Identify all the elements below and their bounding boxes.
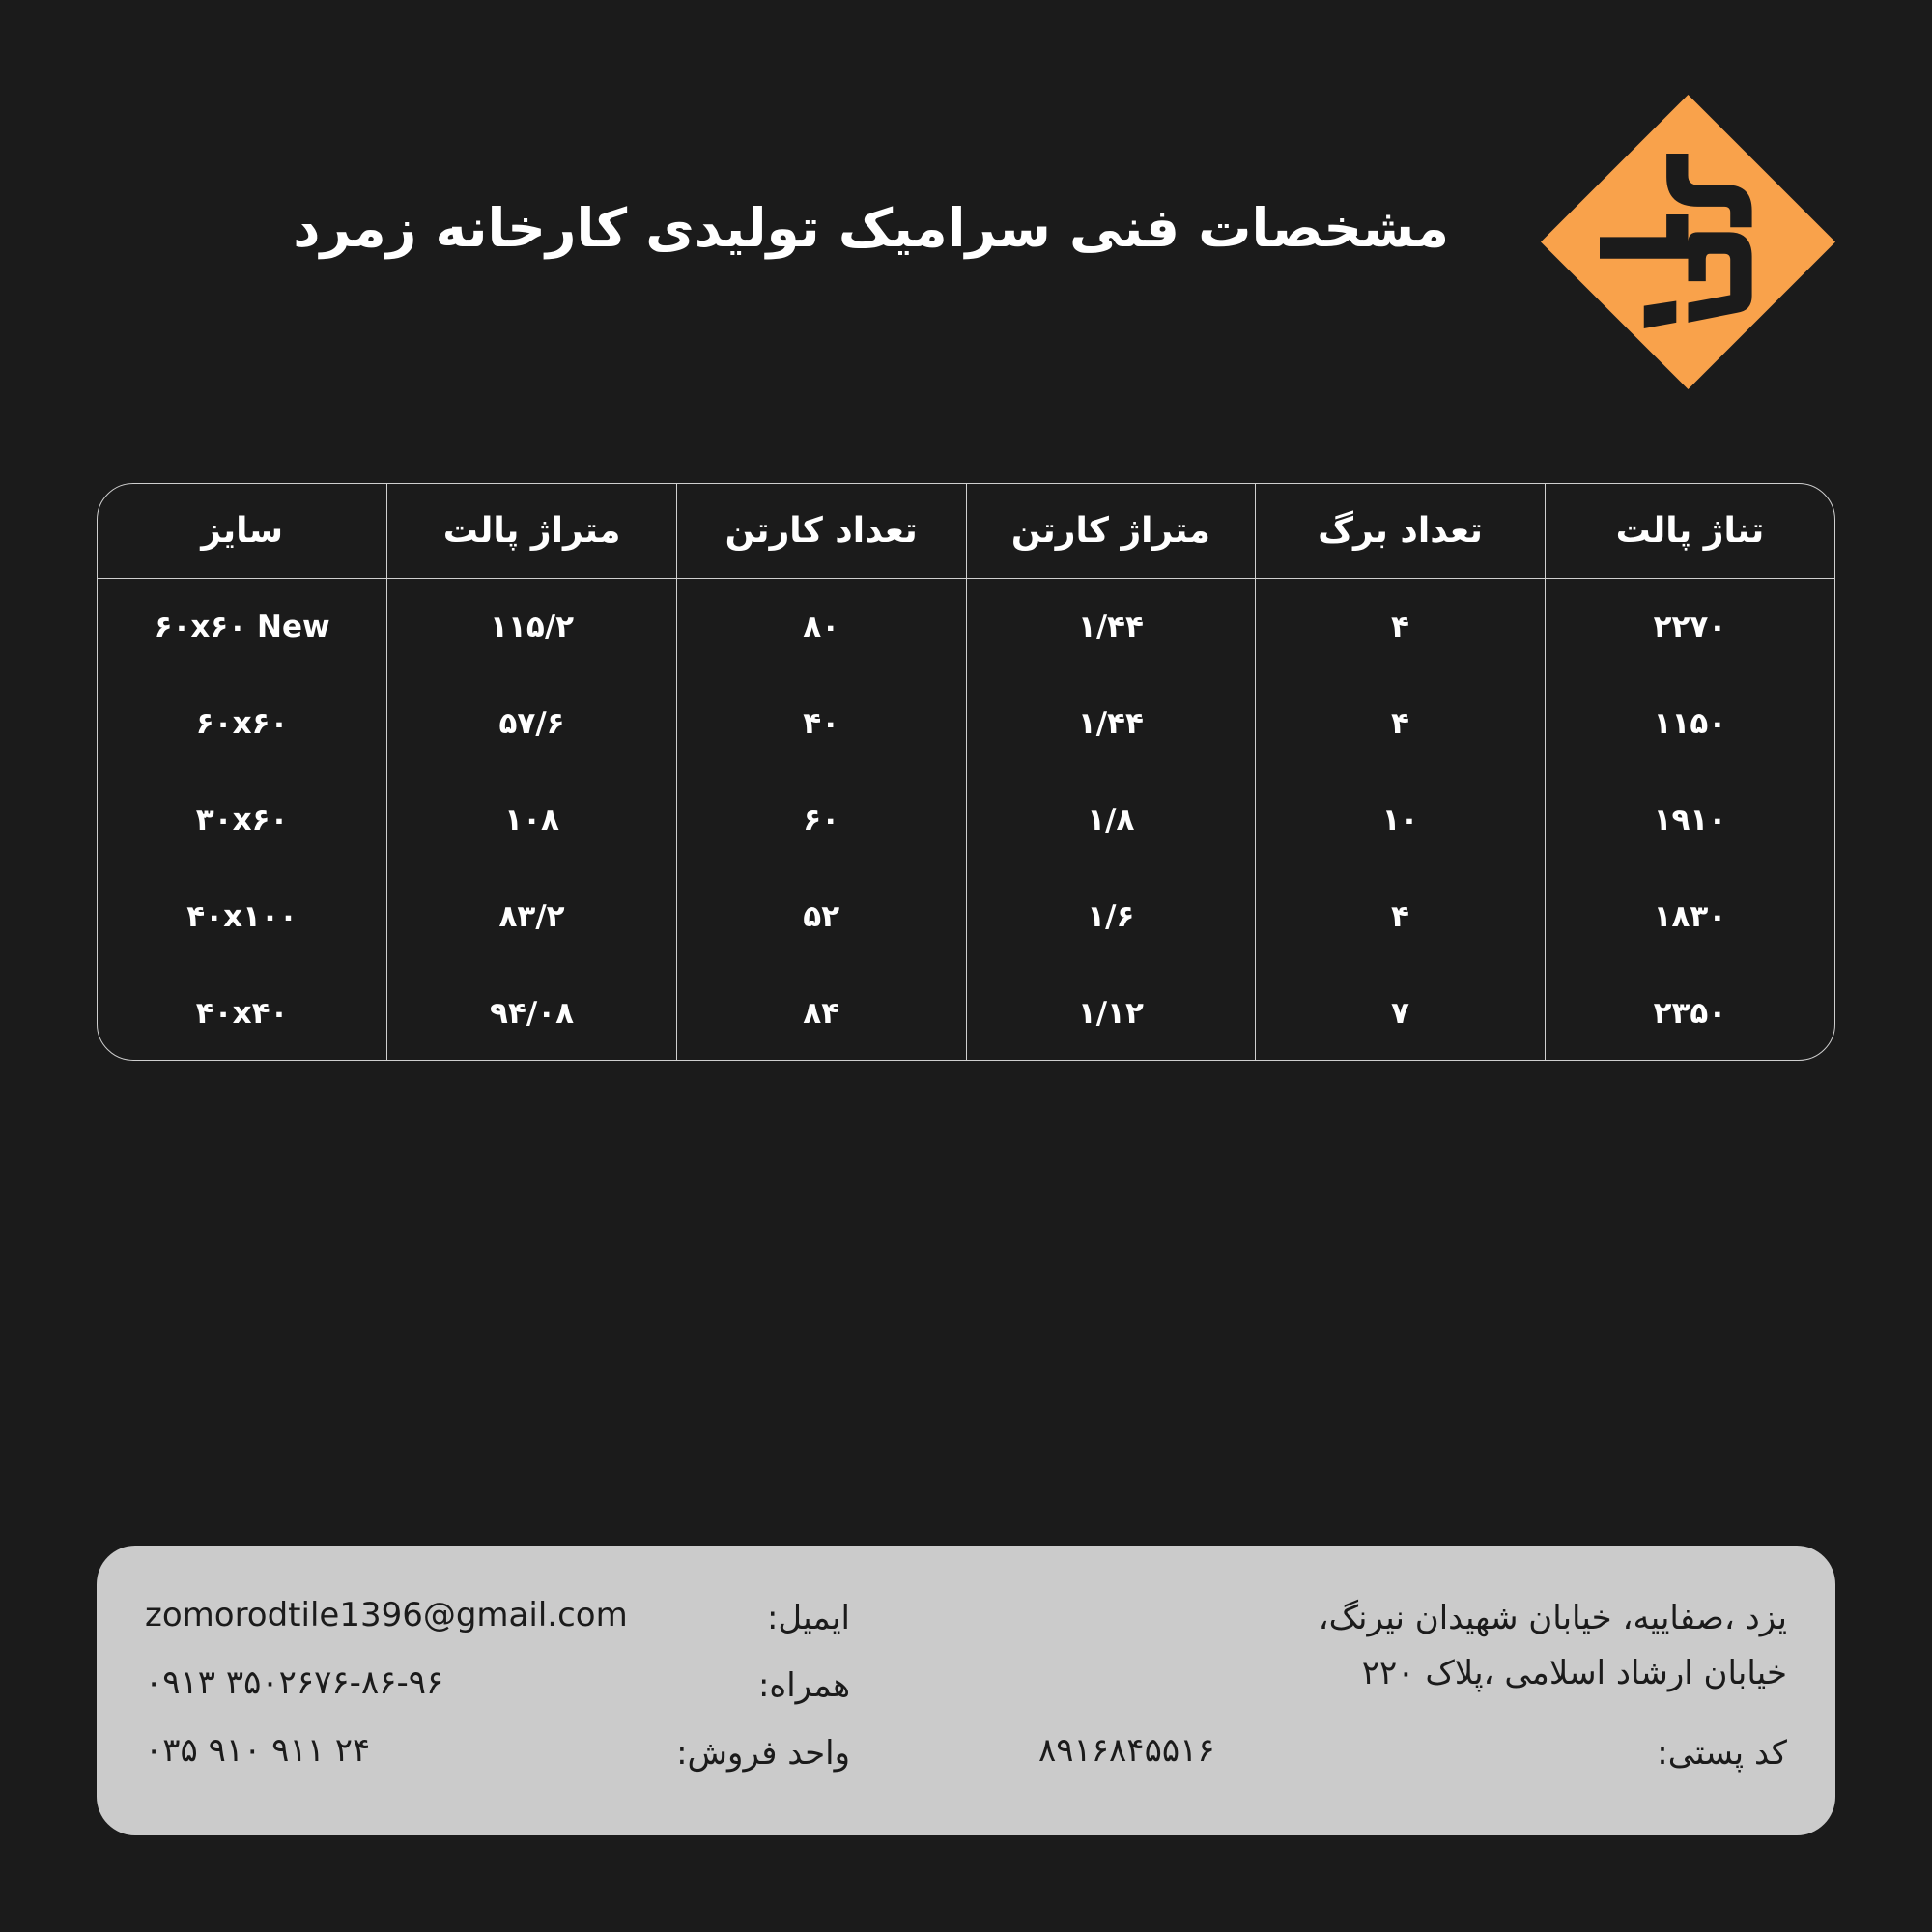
sales-phone[interactable]: ۰۳۵ ۹۱۰ ۹۱۱ ۲۴ [145, 1731, 371, 1770]
cell-pallet-tonnage: ۱۱۵۰ [1545, 675, 1834, 772]
postal-code: ۸۹۱۶۸۴۵۵۱۶ [1038, 1731, 1215, 1770]
cell-pallet-tonnage: ۱۸۳۰ [1545, 868, 1834, 965]
cell-pallet-area: ۱۰۸ [387, 772, 677, 868]
header-carton-count: تعداد کارتن [676, 484, 966, 579]
email-link[interactable]: zomorodtile1396@gmail.com [145, 1596, 628, 1634]
cell-sheet-count: ۷ [1256, 965, 1546, 1061]
cell-pallet-tonnage: ۲۳۵۰ [1545, 965, 1834, 1061]
email-label: ایمیل: [766, 1599, 850, 1637]
cell-size [98, 868, 387, 965]
cell-carton-count: ۸۴ [676, 965, 966, 1061]
contact-panel [97, 1546, 1835, 1835]
cell-carton-area: ۱/۴۴ [966, 579, 1256, 676]
address-line-2: خیابان ارشاد اسلامی ،پلاک ۲۲۰ [1361, 1654, 1787, 1692]
header-carton-area: متراژ کارتن [966, 484, 1256, 579]
page-title: مشخصات فنی سرامیک تولیدی کارخانه زمرد [293, 197, 1449, 259]
table-row [98, 675, 1834, 772]
cell-size-text: ۴۰x۴۰ [195, 996, 289, 1031]
zomorod-logo-icon [1541, 95, 1835, 389]
spec-table-container [97, 483, 1835, 1061]
cell-sheet-count: ۴ [1256, 868, 1546, 965]
table-header-row [98, 484, 1834, 579]
cell-size-text: ۶۰x۶۰ [195, 706, 289, 741]
cell-sheet-count: ۱۰ [1256, 772, 1546, 868]
sales-label: واحد فروش: [676, 1734, 850, 1773]
table-row [98, 579, 1834, 676]
cell-sheet-count: ۴ [1256, 675, 1546, 772]
table-row [98, 965, 1834, 1061]
header-pallet-tonnage: تناژ پالت [1545, 484, 1834, 579]
cell-carton-area: ۱/۱۲ [966, 965, 1256, 1061]
header-size: سایز [98, 484, 387, 579]
cell-carton-area: ۱/۸ [966, 772, 1256, 868]
cell-carton-area: ۱/۶ [966, 868, 1256, 965]
cell-size [98, 772, 387, 868]
cell-carton-count: ۴۰ [676, 675, 966, 772]
cell-size [98, 675, 387, 772]
spec-table [98, 484, 1834, 1061]
cell-carton-count: ۶۰ [676, 772, 966, 868]
header-pallet-area: متراژ پالت [387, 484, 677, 579]
cell-size [98, 579, 387, 676]
cell-pallet-tonnage: ۱۹۱۰ [1545, 772, 1834, 868]
cell-carton-count: ۸۰ [676, 579, 966, 676]
cell-sheet-count: ۴ [1256, 579, 1546, 676]
cell-pallet-area: ۵۷/۶ [387, 675, 677, 772]
cell-size-text: ۶۰x۶۰ New [154, 610, 330, 644]
cell-pallet-area: ۹۴/۰۸ [387, 965, 677, 1061]
cell-pallet-tonnage: ۲۲۷۰ [1545, 579, 1834, 676]
mobile-number[interactable]: ۰۹۱۳ ۳۵۰۲۶۷۶-۸۶-۹۶ [145, 1663, 444, 1702]
cell-pallet-area: ۱۱۵/۲ [387, 579, 677, 676]
address-line-1: یزد ،صفاییه، خیابان شهیدان نیرنگ، [1318, 1599, 1787, 1637]
cell-carton-area: ۱/۴۴ [966, 675, 1256, 772]
cell-carton-count: ۵۲ [676, 868, 966, 965]
table-row [98, 772, 1834, 868]
postal-label: کد پستی: [1657, 1734, 1787, 1773]
mobile-label: همراه: [757, 1666, 850, 1705]
cell-size [98, 965, 387, 1061]
cell-size-text: ۴۰x۱۰۰ [186, 899, 298, 934]
table-row [98, 868, 1834, 965]
cell-pallet-area: ۸۳/۲ [387, 868, 677, 965]
header-sheet-count: تعداد برگ [1256, 484, 1546, 579]
cell-size-text: ۳۰x۶۰ [195, 803, 289, 838]
